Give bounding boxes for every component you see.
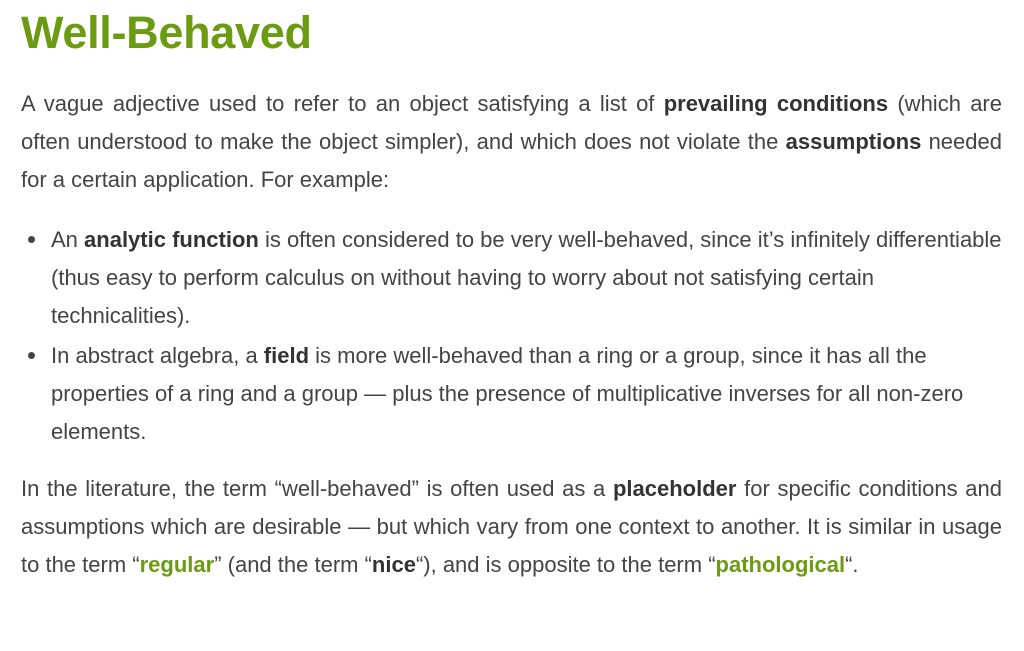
link-regular[interactable]: regular — [139, 552, 215, 577]
outro-paragraph — [21, 470, 1002, 584]
term-placeholder: placeholder — [612, 476, 737, 501]
intro-text-3: needed for a certain application. For example: — [21, 129, 1002, 192]
outro-text-1: In the literature, the term “well-behaved” is often used as a — [21, 476, 613, 501]
outro-text-3: ” (and the term “ — [214, 552, 372, 577]
term-prevailing-conditions: prevailing conditions — [663, 91, 889, 116]
outro-text-2: for specific conditions and assumptions which are desirable — but which vary from one context to another. It is similar in usage to the term “ — [21, 476, 1002, 577]
term-assumptions: assumptions — [785, 129, 922, 154]
list-item — [51, 337, 1002, 451]
bullet-icon — [28, 236, 35, 243]
term-field: field — [263, 343, 310, 368]
list-item — [51, 221, 1002, 335]
outro-text-4: “), and is opposite to the term “ — [415, 552, 716, 577]
intro-text-2: (which are often understood to make the object simpler), and which does not violate the — [21, 91, 1002, 154]
bullet-text-1: In abstract algebra, a — [51, 343, 264, 368]
example-list — [21, 221, 1002, 451]
intro-paragraph — [21, 85, 1002, 199]
bullet-text-2: is often considered to be very well-behaved, since it’s infinitely differentiable (thus easy to perform calculus on without having to worry about not satisfying certain technicalities). — [51, 227, 1002, 328]
term-analytic-function: analytic function — [84, 227, 259, 252]
intro-text-1: A vague adjective used to refer to an object satisfying a list of — [21, 91, 664, 116]
bullet-icon — [28, 352, 35, 359]
bullet-text-1: An — [51, 227, 85, 252]
term-nice: nice — [371, 552, 416, 577]
link-pathological[interactable]: pathological — [715, 552, 846, 577]
bullet-text-2: is more well-behaved than a ring or a group, since it has all the properties of a ring and a group — plus the presence of multiplicative inverses for all non-zero elements. — [51, 343, 964, 444]
page-title: Well-Behaved — [21, 7, 312, 58]
outro-text-5: “. — [845, 552, 859, 577]
